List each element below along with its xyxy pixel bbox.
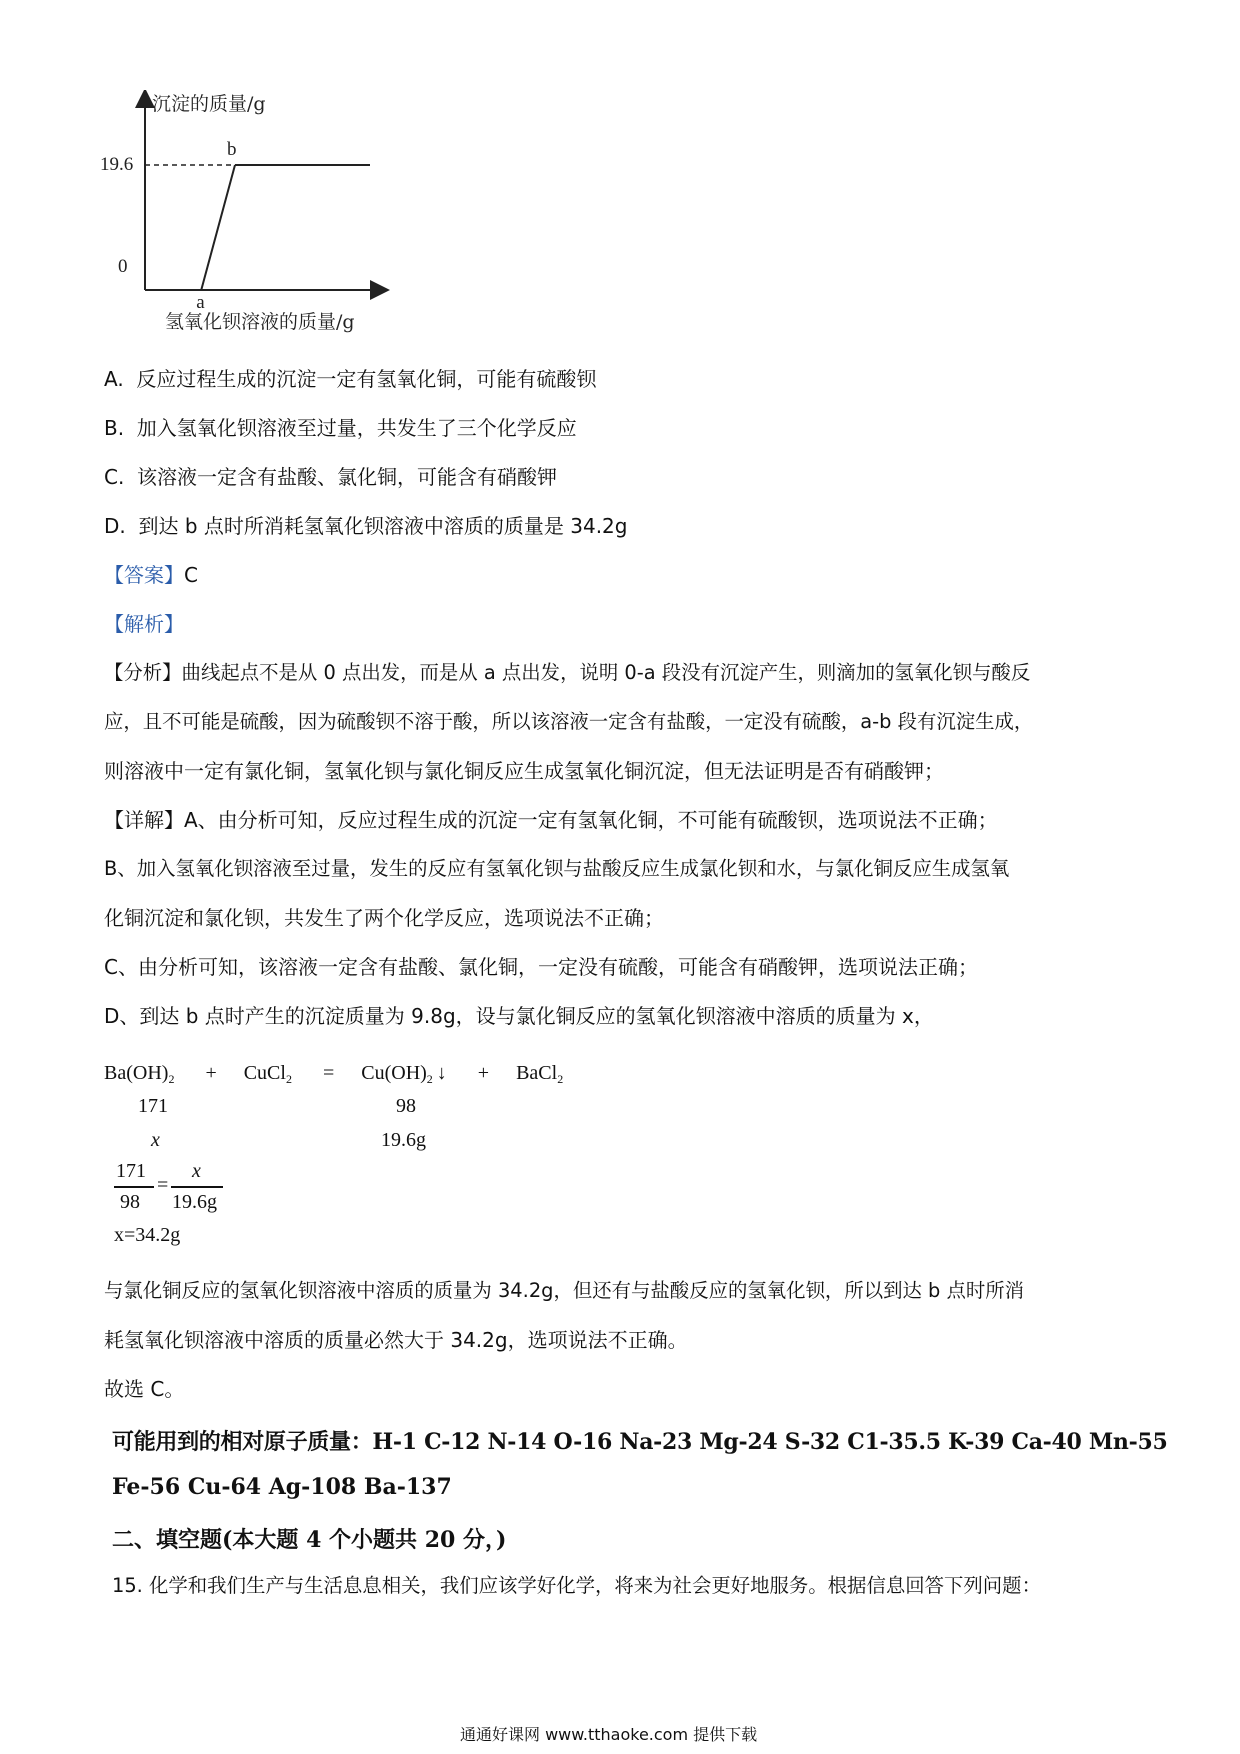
answer-tag: 【答案】 — [104, 563, 184, 587]
footer-watermark: 通通好课网 www.tthaoke.com 提供下载 — [460, 1725, 758, 1744]
answer-value: C — [184, 563, 198, 587]
plus-sign: + — [477, 1062, 490, 1084]
plus-sign: + — [205, 1062, 217, 1084]
fraction-right-bar — [171, 1186, 223, 1188]
fraction-right-numerator: x — [192, 1160, 201, 1182]
fraction-equals: = — [157, 1174, 169, 1196]
equals-sign: = — [322, 1062, 335, 1084]
precipitate-chart — [100, 90, 430, 340]
analysis-line-3: 则溶液中一定有氯化铜，氢氧化钡与氯化铜反应生成氢氧化铜沉淀，但无法证明是否有硝酸钾； — [104, 759, 944, 783]
conclusion-line-1: 与氯化铜反应的氢氧化钡溶液中溶质的质量为 34.2g，但还有与盐酸反应的氢氧化钡，所以到达 b 点时所消 — [104, 1279, 1025, 1302]
point-b-label: b — [227, 139, 237, 160]
fraction-left-bar — [114, 1186, 154, 1188]
detail-line-d: D、到达 b 点时产生的沉淀质量为 9.8g，设与氯化铜反应的氢氧化钡溶液中溶质的质量为 x， — [104, 1004, 934, 1028]
final-choice: 故选 C。 — [104, 1377, 185, 1401]
molar-mass-98: 98 — [396, 1095, 416, 1117]
result-x: x=34.2g — [114, 1224, 181, 1246]
unknown-x: x — [151, 1129, 160, 1151]
point-a-label: a — [196, 292, 205, 313]
segment-a-b — [201, 165, 235, 290]
fraction-right-denominator: 19.6g — [172, 1191, 217, 1213]
conclusion-line-2: 耗氢氧化钡溶液中溶质的质量必然大于 34.2g，选项说法不正确。 — [104, 1328, 688, 1352]
atomic-masses-line-2: Fe-56 Cu-64 Ag-108 Ba-137 — [112, 1474, 452, 1500]
detail-line-a: 【详解】A、由分析可知，反应过程生成的沉淀一定有氢氧化铜，不可能有硫酸钡，选项说法不正确； — [104, 808, 998, 832]
option-letter: B. — [104, 416, 125, 440]
y-axis-label: 沉淀的质量/g — [152, 93, 266, 115]
option-text: 反应过程生成的沉淀一定有氢氧化铜，可能有硫酸钡 — [136, 367, 597, 391]
option-letter: A. — [104, 367, 124, 391]
fraction-left-numerator: 171 — [116, 1160, 146, 1182]
analysis-tag: 【解析】 — [104, 612, 184, 636]
option-text: 该溶液一定含有盐酸、氯化铜，可能含有硝酸钾 — [137, 465, 558, 489]
option-text: 到达 b 点时所消耗氢氧化钡溶液中溶质的质量是 34.2g — [138, 514, 628, 538]
x-axis-label: 氢氧化钡溶液的质量/g — [165, 311, 355, 333]
analysis-line-1: 【分析】曲线起点不是从 0 点出发，而是从 a 点出发，说明 0-a 段没有沉淀产生，则滴加的氢氧化钡与酸反 — [104, 661, 1031, 684]
mass-19-6g: 19.6g — [381, 1129, 426, 1151]
detail-line-b1: B、加入氢氧化钡溶液至过量，发生的反应有氢氧化钡与盐酸反应生成氯化钡和水，与氯化铜反应生成氢氧 — [104, 857, 1010, 880]
reactant-ba-oh2: $Ba(OH)_2$ — [104, 1062, 175, 1086]
reactant-cucl2: CuCl$_2$ — [243, 1062, 292, 1086]
option-text: 加入氢氧化钡溶液至过量，共发生了三个化学反应 — [136, 416, 577, 440]
analysis-line-2: 应，且不可能是硫酸，因为硫酸钡不溶于酸，所以该溶液一定含有盐酸，一定没有硫酸，a-b 段有沉淀生成， — [104, 710, 1034, 733]
origin-label: 0 — [118, 256, 128, 277]
option-c — [104, 467, 557, 487]
atomic-masses-line-1: 可能用到的相对原子质量：H-1 C-12 N-14 O-16 Na-23 Mg-24 S-32 C1-35.5 K-39 Ca-40 Mn-55 — [112, 1429, 1168, 1455]
option-letter: D. — [104, 514, 126, 538]
option-b — [104, 418, 577, 438]
answer-line — [104, 565, 198, 585]
equation-row — [104, 1062, 563, 1085]
detail-line-b2: 化铜沉淀和氯化钡，共发生了两个化学反应，选项说法不正确； — [104, 906, 664, 930]
question-15: 15. 化学和我们生产与生活息息相关，我们应该学好化学，将来为社会更好地服务。根据信息回答下列问题： — [112, 1574, 1041, 1597]
option-letter: C. — [104, 465, 125, 489]
molar-mass-171: 171 — [138, 1095, 168, 1117]
option-d — [104, 516, 627, 536]
fraction-left-denominator: 98 — [120, 1191, 140, 1213]
y-tick-19-6: 19.6 — [100, 154, 134, 175]
product-bacl2: BaCl$_2$ — [516, 1062, 564, 1086]
product-cu-oh2: $Cu(OH)_2$ ↓ — [361, 1062, 447, 1086]
detail-line-c: C、由分析可知，该溶液一定含有盐酸、氯化铜，一定没有硫酸，可能含有硝酸钾，选项说法正确； — [104, 955, 978, 979]
section-title: 二、填空题(本大题 4 个小题共 20 分，) — [112, 1527, 507, 1553]
option-a — [104, 369, 596, 389]
